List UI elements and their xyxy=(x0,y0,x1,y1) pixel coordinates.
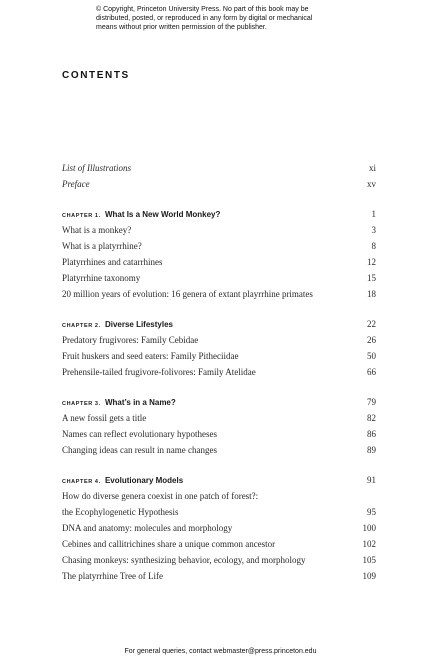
toc-entry-page: 8 xyxy=(371,241,376,251)
toc-entry-page: 18 xyxy=(367,289,376,299)
chapter-title: Evolutionary Models xyxy=(104,476,184,485)
toc-entry-page: 82 xyxy=(367,413,376,423)
toc-entry-page: xi xyxy=(368,163,376,173)
toc-entry-page: 95 xyxy=(367,507,376,517)
copyright-line-3: means without prior written permission of the publisher. xyxy=(96,24,267,31)
toc-entry[interactable] xyxy=(62,254,376,270)
chapter-title: What Is a New World Monkey? xyxy=(104,210,221,219)
toc-entry-page: 100 xyxy=(362,523,376,533)
toc-entry-title: What is a monkey? xyxy=(62,225,132,235)
toc-entry[interactable] xyxy=(62,270,376,286)
toc-entry-page: 91 xyxy=(367,475,376,485)
footer-contact: For general queries, contact webmaster@press.princeton.edu xyxy=(124,648,317,655)
toc-entry-title: Cebines and callitrichines share a unique common ancestor xyxy=(62,539,276,549)
toc-entry[interactable] xyxy=(62,426,376,442)
toc-entry-page: 26 xyxy=(367,335,376,345)
toc-entry-page: 22 xyxy=(367,319,376,329)
toc-entry-page: 12 xyxy=(367,257,376,267)
chapter-label: CHAPTER 2. xyxy=(62,323,101,329)
chapter-title: What’s in a Name? xyxy=(104,398,176,407)
toc-entry-title: Platyrrhine taxonomy xyxy=(62,273,141,283)
toc-entry[interactable] xyxy=(62,410,376,426)
toc-entry-list-of-illustrations[interactable] xyxy=(62,160,376,176)
toc-entry-title: Fruit huskers and seed eaters: Family Pitheciidae xyxy=(62,351,239,361)
toc-entry-page: 105 xyxy=(362,555,376,565)
toc-entry-title: List of Illustrations xyxy=(62,163,132,173)
toc-entry-page: 79 xyxy=(367,397,376,407)
toc-entry-title: Prehensile-tailed frugivore-folivores: Family Atelidae xyxy=(62,367,256,377)
toc-entry-title: Chasing monkeys: synthesizing behavior, ecology, and morphology xyxy=(62,555,306,565)
toc-entry-title: 20 million years of evolution: 16 genera of extant playrrhine primates xyxy=(62,289,313,299)
toc-entry[interactable] xyxy=(62,442,376,458)
toc-entry[interactable] xyxy=(62,536,376,552)
toc-entry[interactable] xyxy=(62,348,376,364)
copyright-notice xyxy=(96,5,358,32)
toc-entry-page: 66 xyxy=(367,367,376,377)
toc-chapter-4[interactable] xyxy=(62,472,376,488)
toc-entry-page: 102 xyxy=(362,539,376,549)
toc-entry-title xyxy=(62,488,258,520)
toc-entry-title-line-1: How do diverse genera coexist in one patch of forest?: xyxy=(62,491,259,501)
toc-chapter-2[interactable] xyxy=(62,316,376,332)
toc-entry-page: 1 xyxy=(371,209,376,219)
toc-entry[interactable] xyxy=(62,364,376,380)
toc-entry-title-line-2: the Ecophylogenetic Hypothesis xyxy=(62,507,179,517)
toc-entry[interactable] xyxy=(62,568,376,584)
toc-entry-page: 50 xyxy=(367,351,376,361)
toc-entry-preface[interactable] xyxy=(62,176,376,192)
chapter-title: Diverse Lifestyles xyxy=(104,320,173,329)
toc-entry-title: Predatory frugivores: Family Cebidae xyxy=(62,335,199,345)
table-of-contents xyxy=(62,160,376,584)
toc-entry-page: 15 xyxy=(367,273,376,283)
toc-entry[interactable] xyxy=(62,488,376,520)
toc-entry-page: 86 xyxy=(367,429,376,439)
chapter-label: CHAPTER 4. xyxy=(62,479,101,485)
toc-entry[interactable] xyxy=(62,520,376,536)
copyright-line-2: distributed, posted, or reproduced in any form by digital or mechanical xyxy=(96,15,313,22)
toc-entry-title: Names can reflect evolutionary hypotheses xyxy=(62,429,217,439)
contents-heading: CONTENTS xyxy=(62,70,130,81)
toc-entry-page: xv xyxy=(367,179,376,189)
toc-entry[interactable] xyxy=(62,552,376,568)
toc-entry-title: What is a platyrrhine? xyxy=(62,241,142,251)
toc-entry-title: The platyrrhine Tree of Life xyxy=(62,571,163,581)
toc-chapter-1[interactable] xyxy=(62,206,376,222)
toc-chapter-3[interactable] xyxy=(62,394,376,410)
toc-entry[interactable] xyxy=(62,222,376,238)
toc-entry[interactable] xyxy=(62,286,376,302)
chapter-label: CHAPTER 1. xyxy=(62,213,101,219)
toc-entry-title: Preface xyxy=(62,179,90,189)
toc-entry-page: 109 xyxy=(362,571,376,581)
toc-entry[interactable] xyxy=(62,238,376,254)
chapter-label: CHAPTER 3. xyxy=(62,401,101,407)
copyright-line-1: © Copyright, Princeton University Press. No part of this book may be xyxy=(96,6,309,13)
toc-entry-title: DNA and anatomy: molecules and morphology xyxy=(62,523,233,533)
toc-entry-title: Changing ideas can result in name changes xyxy=(62,445,217,455)
toc-entry-page: 3 xyxy=(371,225,376,235)
toc-entry[interactable] xyxy=(62,332,376,348)
toc-entry-page: 89 xyxy=(367,445,376,455)
toc-entry-title: A new fossil gets a title xyxy=(62,413,147,423)
toc-entry-title: Platyrrhines and catarrhines xyxy=(62,257,163,267)
